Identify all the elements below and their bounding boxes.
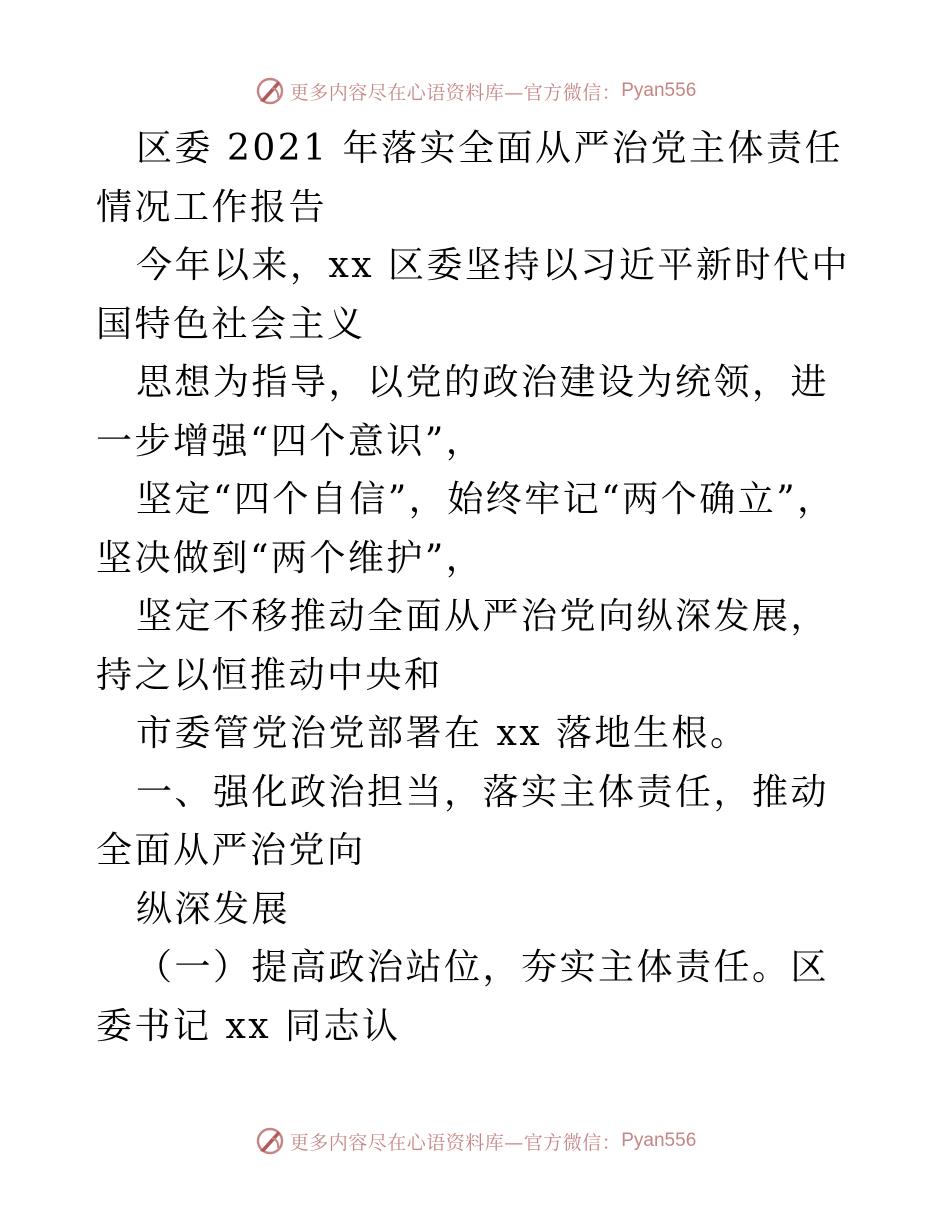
document-body xyxy=(96,120,856,1056)
paragraph: 坚定“四个自信”，始终牢记“两个确立”，坚决做到“两个维护”， xyxy=(96,479,836,579)
paragraph: 思想为指导，以党的政治建设为统领，进一步增强“四个意识”， xyxy=(96,362,830,462)
watermark-text: 更多内容尽在心语资料库—官方微信： xyxy=(289,1131,622,1154)
section-heading: 一、强化政治担当，落实主体责任，推动全面从严治党向 xyxy=(96,771,830,871)
footer-watermark xyxy=(0,1124,950,1158)
watermark-wechat-id: Pyan556 xyxy=(621,1130,697,1151)
document-title: 区委 2021 年落实全面从严治党主体责任情况工作报告 xyxy=(96,128,844,228)
paragraph: 今年以来，xx 区委坚持以习近平新时代中国特色社会主义 xyxy=(96,245,851,345)
quill-logo-icon xyxy=(254,1125,286,1157)
quill-logo-icon xyxy=(254,75,286,107)
header-watermark xyxy=(0,74,950,108)
paragraph: （一）提高政治站位，夯实主体责任。区委书记 xx 同志认 xyxy=(96,947,830,1047)
watermark-wechat-id: Pyan556 xyxy=(621,80,697,101)
section-heading-continued: 纵深发展 xyxy=(136,888,291,930)
watermark-text: 更多内容尽在心语资料库—官方微信： xyxy=(289,81,622,104)
paragraph: 坚定不移推动全面从严治党向纵深发展，持之以恒推动中央和 xyxy=(96,596,830,696)
paragraph: 市委管党治党部署在 xx 落地生根。 xyxy=(136,713,749,754)
